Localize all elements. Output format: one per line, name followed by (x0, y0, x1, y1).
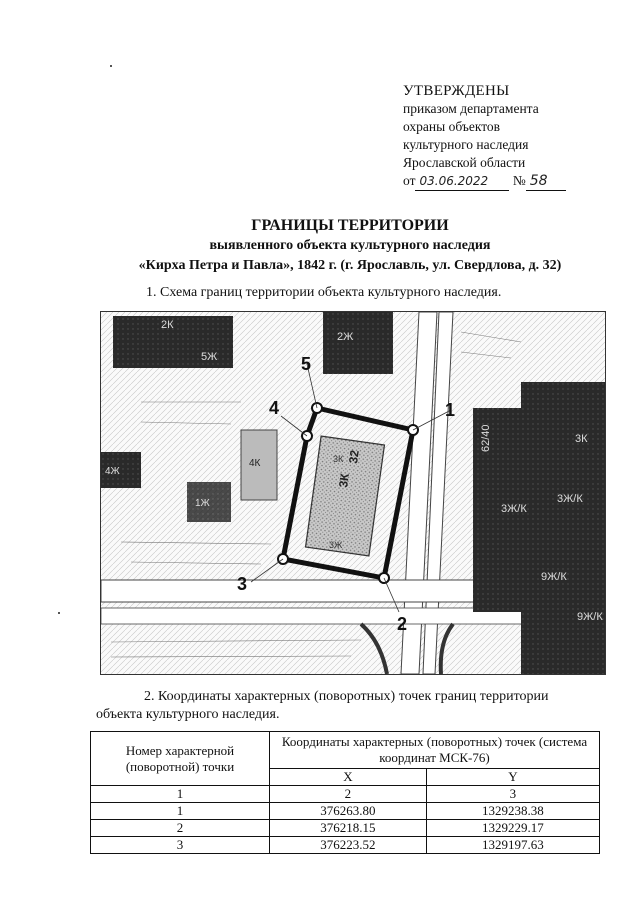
building-label: 2Ж (337, 331, 354, 343)
point-cell: 2 (91, 820, 270, 837)
x-cell: 376263.80 (270, 803, 427, 820)
boundary-map (100, 311, 606, 675)
building-label: 4Ж (105, 466, 120, 477)
building-label: 3К (575, 433, 588, 445)
point-label-5: 5 (301, 354, 312, 374)
table-row (91, 837, 600, 854)
building-label: 3Ж (329, 540, 343, 550)
building-label: 9Ж/К (577, 611, 603, 623)
table-row (91, 820, 600, 837)
number-prefix: № (512, 173, 526, 188)
approval-heading: УТВЕРЖДЕНЫ (403, 83, 510, 99)
approval-block (403, 82, 623, 191)
coordinates-table (90, 731, 600, 854)
header-y: Y (426, 769, 599, 786)
x-cell: 376218.15 (270, 820, 427, 837)
column-number: 2 (270, 786, 427, 803)
x-cell: 376223.52 (270, 837, 427, 854)
column-number: 1 (91, 786, 270, 803)
date-prefix: от (403, 173, 416, 188)
building-label: 32 (346, 449, 362, 465)
point-label-4: 4 (269, 398, 280, 418)
scan-speck (110, 65, 112, 67)
approval-line: приказом департамента (403, 101, 539, 116)
section-1-heading: 1. Схема границ территории объекта культурного наследия. (146, 285, 502, 300)
point-label-2: 2 (397, 614, 408, 634)
building-label: 3К (336, 472, 352, 489)
section-2-line-2: объекта культурного наследия. (96, 707, 280, 722)
y-cell: 1329197.63 (426, 837, 599, 854)
section-2-line-1: 2. Координаты характерных (поворотных) точек границ территории (144, 689, 549, 704)
header-point-number: Номер характерной (поворотной) точки (91, 732, 270, 786)
point-cell: 1 (91, 803, 270, 820)
building-label: 3К (333, 454, 344, 464)
y-cell: 1329229.17 (426, 820, 599, 837)
title-line-2: выявленного объекта культурного наследия (209, 238, 491, 253)
building-label: 2К (161, 319, 174, 331)
approval-line: Ярославской области (403, 155, 526, 170)
building-label: 1Ж (195, 498, 210, 509)
section-2-heading (96, 688, 604, 724)
point-label-3: 3 (237, 574, 248, 594)
building-label: 4К (249, 458, 261, 469)
building-label: 5Ж (201, 351, 218, 363)
building-label: 3Ж/К (501, 503, 527, 515)
map-drawing (101, 312, 605, 674)
point-cell: 3 (91, 837, 270, 854)
approval-date-line (403, 172, 623, 191)
title-line-1: ГРАНИЦЫ ТЕРРИТОРИИ (251, 217, 449, 234)
approval-line: культурного наследия (403, 137, 529, 152)
document-title (100, 216, 600, 276)
header-coordinates: Координаты характерных (поворотных) точек (система координат МСК-76) (270, 732, 600, 769)
header-x: X (270, 769, 427, 786)
scan-speck (58, 612, 60, 614)
handwritten-number: 58 (526, 172, 566, 191)
y-cell: 1329238.38 (426, 803, 599, 820)
building-label: 9Ж/К (541, 571, 567, 583)
point-label-1: 1 (445, 400, 456, 420)
column-number: 3 (426, 786, 599, 803)
building-label: 62/40 (480, 424, 492, 452)
table-row (91, 803, 600, 820)
title-line-3: «Кирха Петра и Павла», 1842 г. (г. Ярославль, ул. Свердлова, д. 32) (138, 258, 562, 273)
handwritten-date: 03.06.2022 (415, 172, 509, 191)
building-label: 3Ж/К (557, 493, 583, 505)
approval-line: охраны объектов (403, 119, 501, 134)
